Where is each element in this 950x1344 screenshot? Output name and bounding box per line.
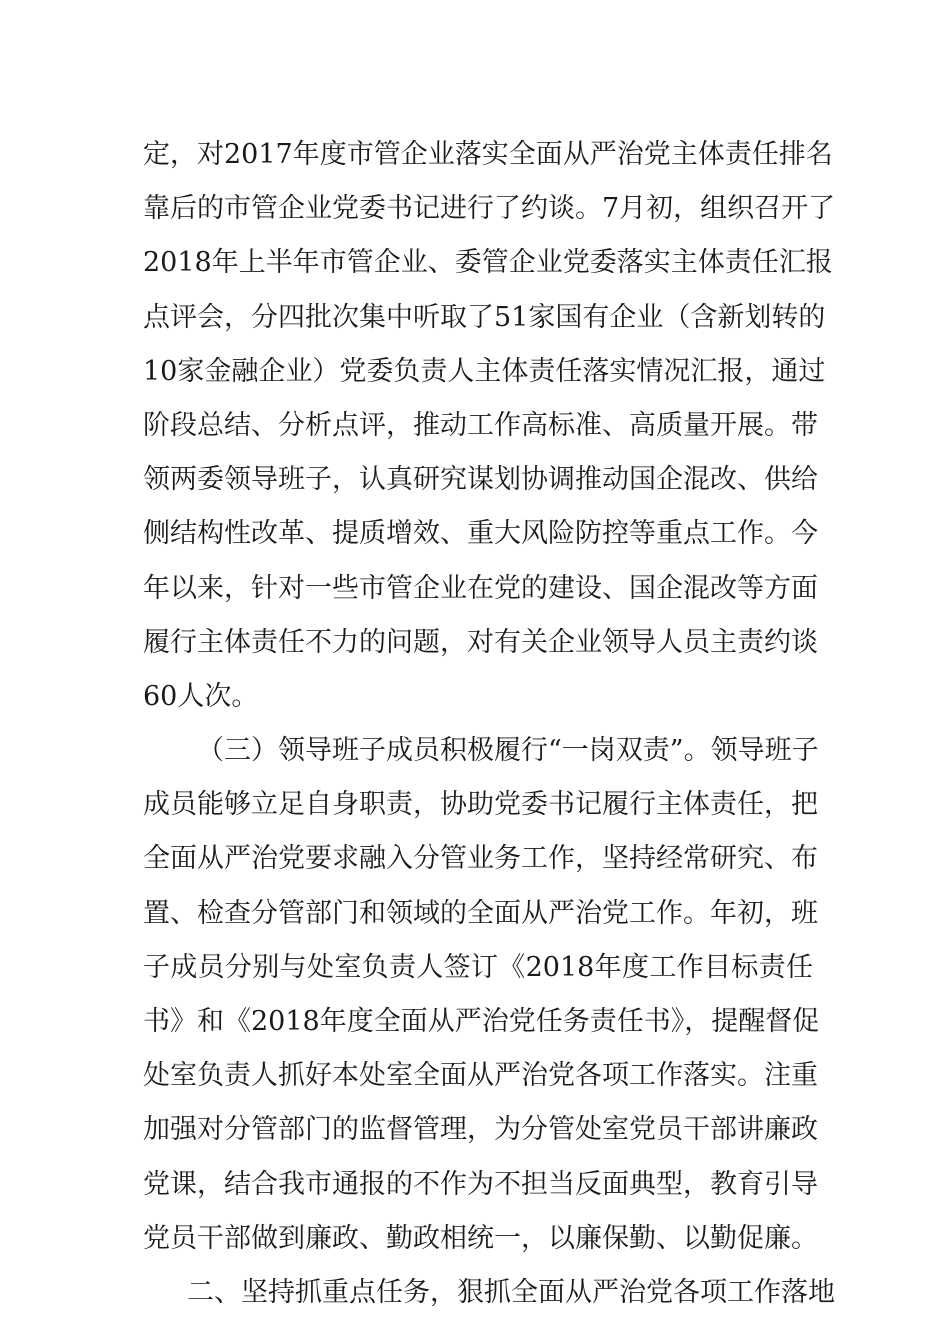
text-line: 履行主体责任不力的问题，对有关企业领导人员主责约谈 — [143, 626, 818, 658]
body-text — [143, 128, 836, 1320]
paragraph-end-line: 党员干部做到廉政、勤政相统一，以廉保勤、以勤促廉。 — [143, 1222, 818, 1254]
section-heading-line: 二、坚持抓重点任务，狠抓全面从严治党各项工作落地 — [187, 1276, 835, 1308]
text-line: 靠后的市管企业党委书记进行了约谈。7月初，组织召开了 — [143, 193, 836, 225]
text-line: 定，对2017年度市管企业落实全面从严治党主体责任排名 — [143, 139, 833, 170]
paragraph-end-line: 60人次。 — [143, 680, 259, 712]
text-line: 子成员分别与处室负责人签订《2018年度工作目标责任 — [143, 951, 813, 983]
text-line: 党课，结合我市通报的不作为不担当反面典型，教育引导 — [143, 1168, 818, 1200]
text-line: 成员能够立足自身职责，协助党委书记履行主体责任，把 — [143, 789, 818, 821]
text-line: 侧结构性改革、提质增效、重大风险防控等重点工作。今 — [143, 518, 818, 550]
text-line: 10家金融企业）党委负责人主体责任落实情况汇报，通过 — [143, 355, 826, 387]
text-line: 处室负责人抓好本处室全面从严治党各项工作落实。注重 — [143, 1060, 818, 1092]
text-line: 全面从严治党要求融入分管业务工作，坚持经常研究、布 — [143, 843, 818, 875]
text-line: 领两委领导班子，认真研究谋划协调推动国企混改、供给 — [143, 464, 818, 496]
text-line: 2018年上半年市管企业、委管企业党委落实主体责任汇报 — [143, 247, 833, 279]
text-line: 加强对分管部门的监督管理，为分管处室党员干部讲廉政 — [143, 1114, 818, 1146]
subsection-heading-line: （三）领导班子成员积极履行“一岗双责”。领导班子 — [197, 735, 819, 767]
text-line: 点评会，分四批次集中听取了51家国有企业（含新划转的 — [143, 301, 826, 333]
text-line: 书》和《2018年度全面从严治党任务责任书》，提醒督促 — [143, 1006, 820, 1037]
text-line: 阶段总结、分析点评，推动工作高标准、高质量开展。带 — [143, 409, 818, 441]
text-line: 置、检查分管部门和领域的全面从严治党工作。年初，班 — [143, 897, 818, 929]
text-line: 年以来，针对一些市管企业在党的建设、国企混改等方面 — [143, 572, 818, 604]
